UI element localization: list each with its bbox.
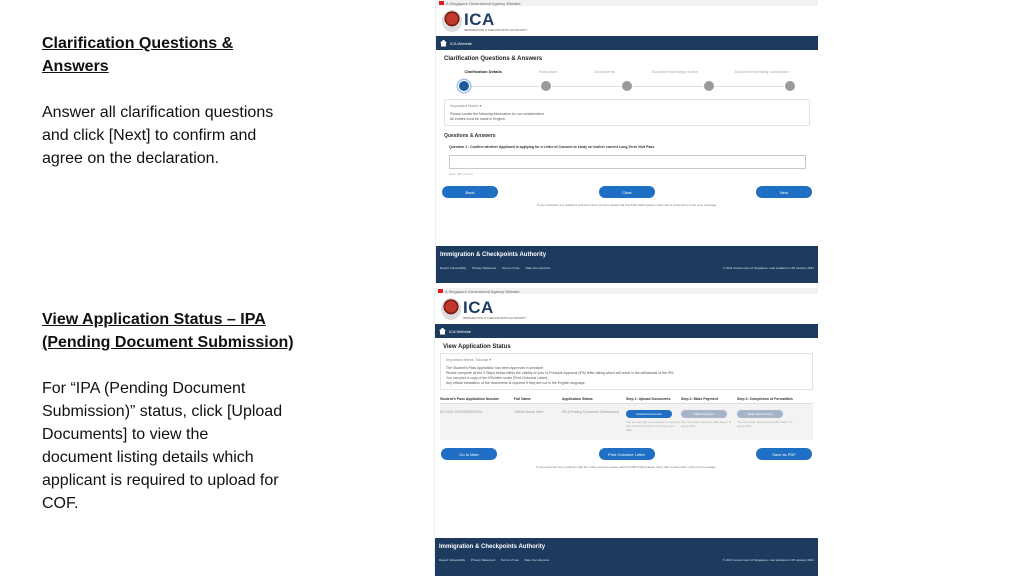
application-status: IPA (Pending Document Submission) [562,410,620,414]
step-4-doc-icon [703,80,715,92]
help-note: If you encounter any problems with the online services please call ICA 6391 6100 (please refer) with a screenshot of the error message. [536,203,718,207]
footer-link-terms[interactable]: Terms of Use [502,266,520,270]
ica-crest-icon [442,10,462,32]
save-as-pdf-button[interactable]: Save as PDF [756,448,812,460]
home-icon[interactable] [440,40,447,47]
full-name: Official Name Here [514,410,544,414]
make-appointment-button[interactable]: Make Appointment [737,410,783,418]
step-2-check-icon [540,80,552,92]
button-row [442,186,812,198]
table-row: SS-2021-00000000000000 Official Name Here IPA (Pending Document Submission) Upload Documents You are strongly encouraged to complete and submit this before the IPA expiry date. Make Payment You can make payment after step 1 is successful. Make Appointment You can make appointment after Step 2 is successful. [440,404,813,440]
important-items-toggle[interactable]: Important Items Tutorial ▾ [446,357,492,362]
qa-heading: Questions & Answers [444,133,496,139]
app-number: SS-2021-00000000000000 [440,410,483,414]
ica-logo[interactable]: ICA IMMIGRATION & CHECKPOINTS AUTHORITY [442,10,527,32]
important-notes-toggle[interactable]: Important Notes ▾ [450,103,482,108]
footer: Immigration & Checkpoints Authority Report Vulnerability Privacy Statement Terms of Use Rate Our eService © 2021 Government of Singapore. Last updated on 05 January 2021 [436,246,818,283]
footer-copyright: © 2021 Government of Singapore. Last updated on 05 January 2021 [722,266,814,270]
step-3-doc-icon [621,80,633,92]
table-header: Student's Pass Application Number Full Name Application Status Step 1: Upload Documents Step 2: Make Payment Step 3: Completion of Formalities [440,397,813,404]
important-notes-panel: Important Notes ▾ Please furnish the following information for our consideration All entries must be made in English. [444,99,810,126]
footer-link-privacy[interactable]: Privacy Statement [471,266,497,270]
char-count: Enter 300 (Chars) [449,172,473,176]
clear-button[interactable]: Clear [599,186,655,198]
section1-body: Answer all clarification questions and click [Next] to confirm and agree on the declaration. [42,104,274,167]
screenshot-clarification [435,0,818,283]
go-to-main-button[interactable]: Go to Main [441,448,497,460]
footer-link-rate[interactable]: Rate Our eService [525,266,551,270]
make-payment-button[interactable]: Make Payment [681,410,727,418]
nav-bar [435,324,818,338]
button-row [441,448,812,460]
section1-title: Clarification Questions & Answers [42,35,234,75]
sg-flag-icon [439,1,444,5]
section2-title: View Application Status – IPA (Pending Document Submission) [42,311,294,351]
page-title: View Application Status [443,344,511,350]
ica-logo[interactable]: ICA IMMIGRATION & CHECKPOINTS AUTHORITY [441,298,526,320]
footer-link-rate[interactable]: Rate Our eService [524,558,550,562]
screenshot-application-status [434,288,818,576]
ica-crest-icon [441,298,461,320]
gov-banner: A Singapore Government Agency Website [436,0,818,6]
section2-body: For “IPA (Pending Document Submission)” status, click [Upload Documents] to view the document listing details which applicant is required to upload for COF. [42,380,283,512]
footer-copyright: © 2021 Government of Singapore. Last updated on 05 January 2021 [722,558,814,562]
page-title: Clarification Questions & Answers [444,56,543,62]
nav-bar [436,36,818,50]
question-1-text: Question 1 : Confirm whether Applicant is applying for a Letter of Consent to study on his/her current Long-Term Visit Pass [449,145,655,149]
progress-stepper [458,80,796,92]
footer: Immigration & Checkpoints Authority Report Vulnerability Privacy Statement Terms of Use Rate Our eService © 2021 Government of Singapore. Last updated on 05 January 2021 [435,538,818,576]
step-labels: Clarification Details Particulars Documents Document pending review Document pending submission [464,69,790,74]
step-5-upload-icon [784,80,796,92]
print-outcome-letter-button[interactable]: Print Outcome Letter [599,448,655,460]
footer-link-vulnerability[interactable]: Report Vulnerability [440,266,467,270]
footer-link-vulnerability[interactable]: Report Vulnerability [439,558,466,562]
sg-flag-icon [438,289,443,293]
footer-link-privacy[interactable]: Privacy Statement [470,558,496,562]
status-table [440,397,813,440]
step-1-edit-icon [458,80,470,92]
next-button[interactable]: Next [756,186,812,198]
nav-ica-website[interactable]: ICA Website [449,328,471,334]
header [436,6,818,36]
back-button[interactable]: Back [442,186,498,198]
help-note: If you encounter any problems with the online services please call ICA 6391 6100 (please refer) with a screenshot of the error message. [536,465,717,469]
home-icon[interactable] [439,328,446,335]
gov-banner: A Singapore Government Agency Website [435,288,818,294]
answer-input[interactable] [449,155,806,169]
nav-ica-website[interactable]: ICA Website [450,40,472,46]
important-items-panel: Important Items Tutorial ▾ The Student's Pass Application has been approved in-principle. Please complete all the 3 Steps below within the validity of your In-Principle Approval (IPA) letter failing which will result in the withdrawal of the IPA. You can print a copy of the IPA letter under [Print Outcome Letter]. Any official translation of the documents is required if they are not in the English language. [440,353,813,390]
header [435,294,818,324]
upload-documents-button[interactable]: Upload Documents [626,410,672,418]
footer-link-terms[interactable]: Terms of Use [501,558,519,562]
